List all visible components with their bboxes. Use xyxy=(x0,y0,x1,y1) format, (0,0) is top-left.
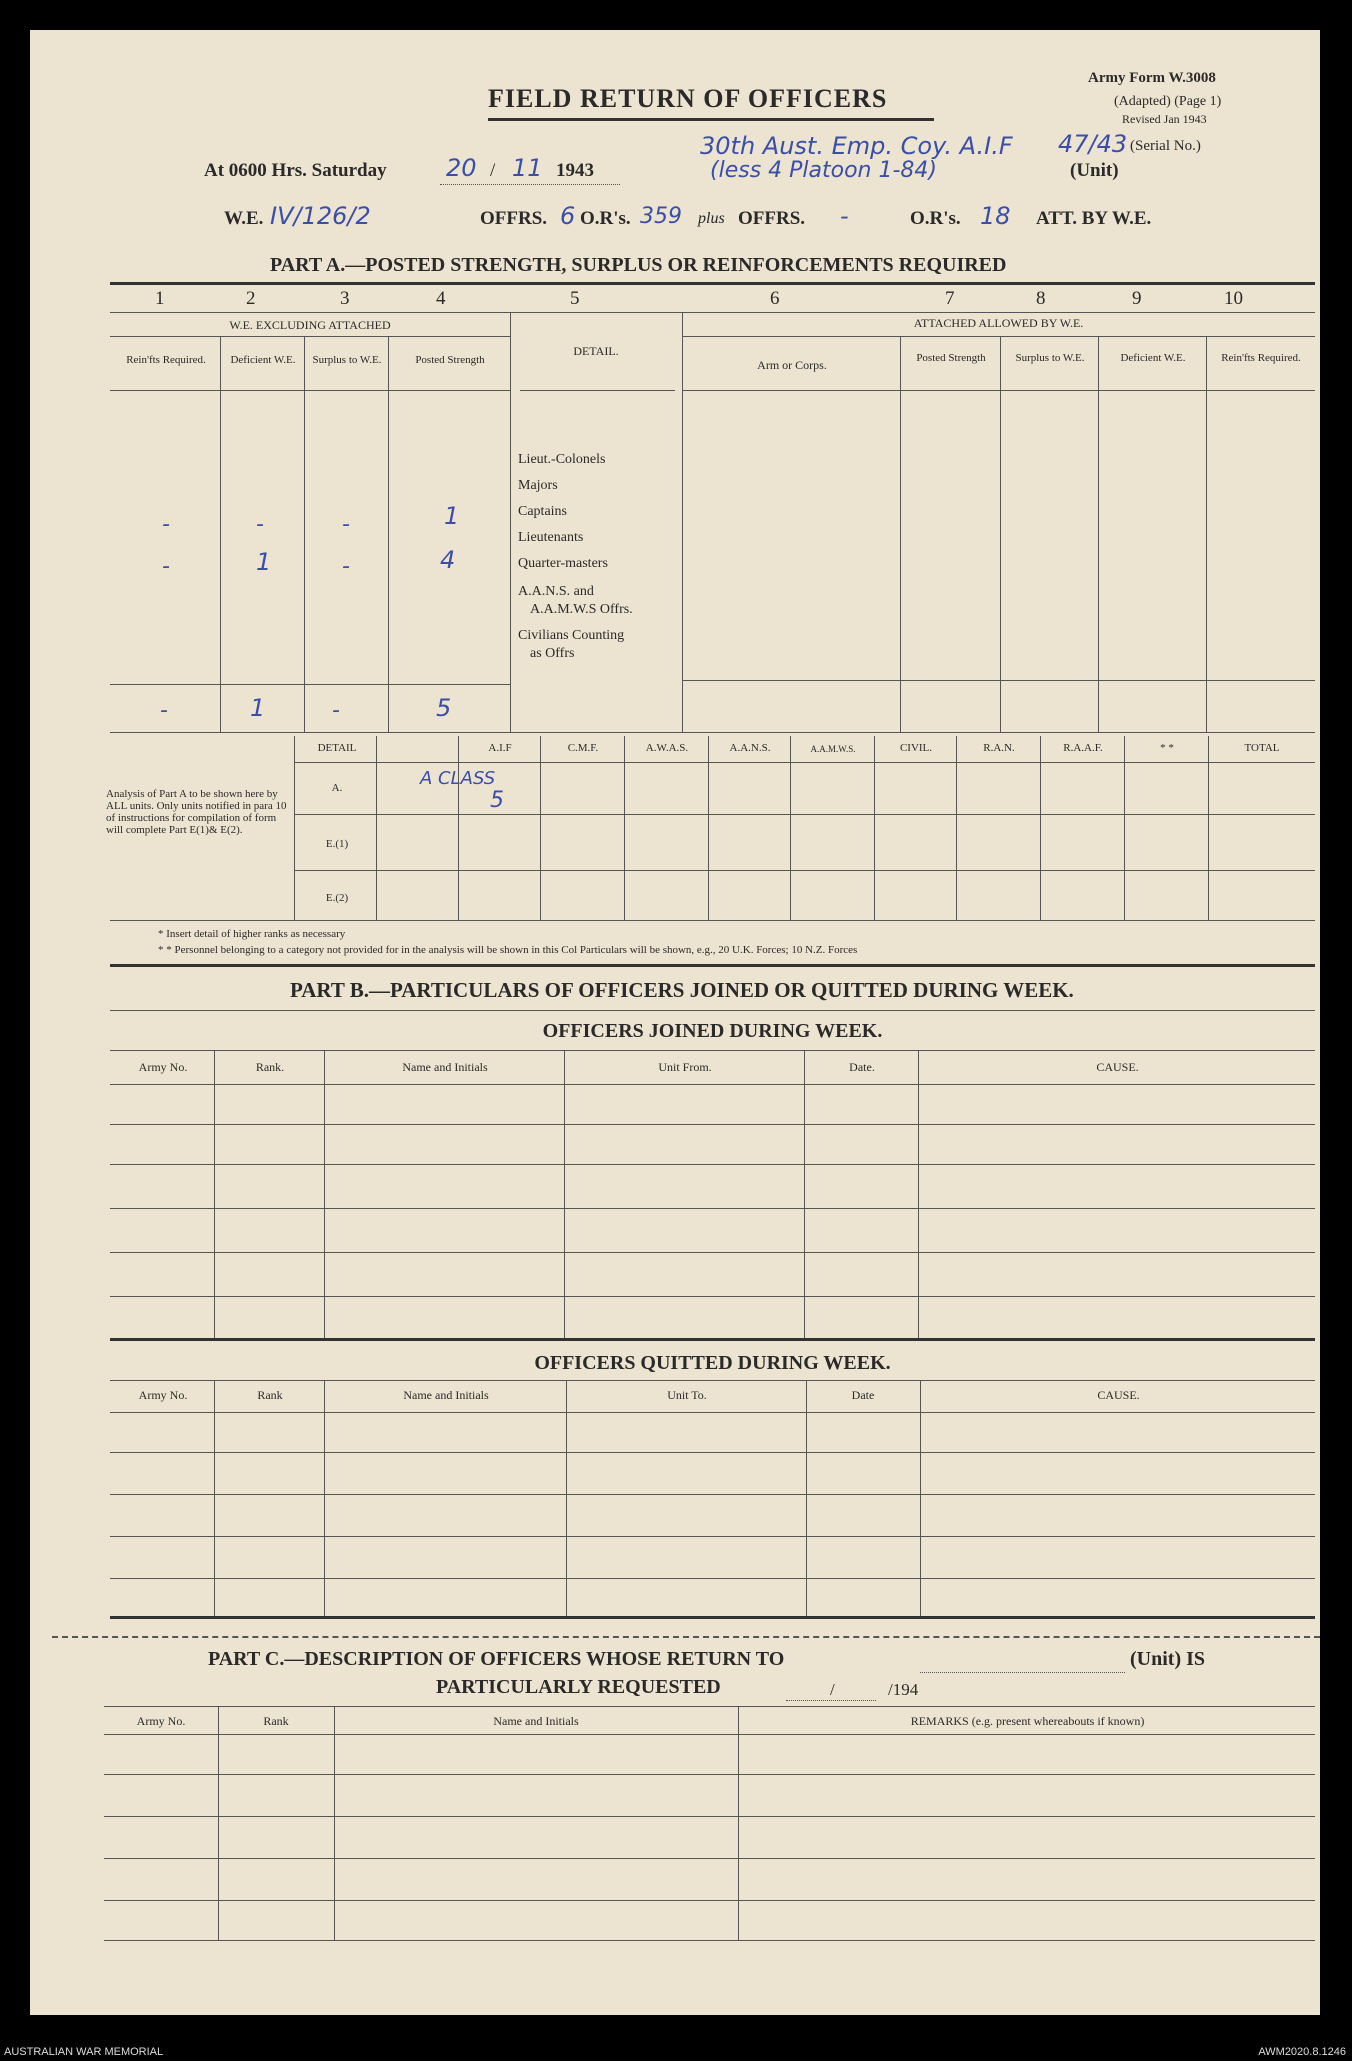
part-a-vline-6 xyxy=(900,336,901,732)
offrs-value: 6 xyxy=(560,202,576,230)
offrs-label: OFFRS. xyxy=(480,208,548,229)
analysis-vline-11 xyxy=(1208,736,1209,920)
joined-row-rule-1 xyxy=(110,1084,1315,1085)
rank-civilians: Civilians Counting xyxy=(518,628,625,643)
joined-row-rule-3 xyxy=(110,1164,1315,1165)
rank-quarter-masters: Quarter-masters xyxy=(518,556,608,571)
serial-value: 47/43 xyxy=(1058,130,1128,158)
joined-h-rank: Rank. xyxy=(255,1060,285,1074)
we-excl-rule xyxy=(110,336,510,337)
part-b-title-rule xyxy=(110,1010,1315,1011)
we-excluding-attached: W.E. EXCLUDING ATTACHED xyxy=(229,318,391,332)
analysis-a-class: A CLASS xyxy=(420,768,496,789)
part-c-line1: PART C.—DESCRIPTION OF OFFICERS WHOSE RETURN TO xyxy=(208,1648,785,1670)
analysis-vline-9 xyxy=(1040,736,1041,920)
ors2-value: 18 xyxy=(980,202,1011,230)
analysis-bottom-rule xyxy=(110,920,1315,921)
quitted-row-rule-1 xyxy=(110,1412,1315,1413)
col-number-7: 7 xyxy=(945,288,955,309)
footer-accession: AWM2020.8.1246 xyxy=(1258,2046,1346,2058)
total-surplus: - xyxy=(332,698,340,723)
date-separator-1: / xyxy=(490,160,496,181)
analysis-note: Analysis of Part A to be shown here by ALL units. Only units notified in para 10 of instructions for compilation of form will complete Part E(1)& E(2). xyxy=(106,788,287,836)
total-reinfts: - xyxy=(160,698,168,723)
quitted-h-name: Name and Initials xyxy=(403,1388,489,1402)
joined-vline-5 xyxy=(918,1050,919,1338)
rank-lieutenants: Lieutenants xyxy=(518,530,584,545)
part-a-vline-5 xyxy=(682,312,683,732)
quitted-title-rule xyxy=(110,1380,1315,1381)
analysis-row-e1: E.(1) xyxy=(325,838,349,850)
rank-majors: Majors xyxy=(518,478,558,493)
analysis-vline-3 xyxy=(540,736,541,920)
part-c-row-rule-1 xyxy=(104,1734,1315,1735)
joined-h-cause: CAUSE. xyxy=(1096,1060,1139,1074)
analysis-h-civil: CIVIL. xyxy=(899,742,933,754)
col-number-10: 10 xyxy=(1224,288,1243,309)
ors-value: 359 xyxy=(640,204,682,229)
lieutenants-surplus: - xyxy=(342,554,350,579)
part-c-h-rank: Rank xyxy=(263,1714,289,1728)
part-c-vline-1 xyxy=(218,1706,219,1940)
part-a-rule xyxy=(110,282,1315,285)
we-label: W.E. xyxy=(224,208,264,229)
part-a-vline-4 xyxy=(510,312,511,732)
at-hours-label: At 0600 Hrs. Saturday xyxy=(204,160,387,181)
subheader-rule-detail xyxy=(520,390,675,391)
analysis-vline-6 xyxy=(790,736,791,920)
quitted-h-army-no: Army No. xyxy=(138,1388,188,1402)
analysis-row-e1-rule xyxy=(294,870,1315,871)
part-c-date-dotted xyxy=(786,1700,876,1701)
date-dotted-line xyxy=(440,184,620,185)
lieutenants-posted: 4 xyxy=(440,546,456,574)
unit-label: (Unit) xyxy=(1070,160,1119,181)
joined-title: OFFICERS JOINED DURING WEEK. xyxy=(542,1020,883,1042)
quitted-h-date: Date xyxy=(851,1388,875,1402)
quitted-vline-5 xyxy=(920,1380,921,1616)
part-a-vline-1 xyxy=(220,336,221,732)
reinfts2-header: Rein'fts Required. xyxy=(1221,352,1301,364)
analysis-vline-1 xyxy=(376,736,377,920)
total-deficient: 1 xyxy=(250,694,266,722)
part-c-vline-2 xyxy=(334,1706,335,1940)
captains-reinfts: - xyxy=(162,512,170,537)
part-c-unit-dotted xyxy=(920,1672,1125,1673)
quitted-vline-2 xyxy=(324,1380,325,1616)
surplus-header: Surplus to W.E. xyxy=(312,354,382,366)
part-c-top-rule xyxy=(104,1706,1315,1707)
col-number-3: 3 xyxy=(340,288,350,309)
joined-bottom-rule xyxy=(110,1338,1315,1341)
analysis-h-ran: R.A.N. xyxy=(983,742,1015,754)
footnote-2: * * Personnel belonging to a category not provided for in the analysis will be shown in this Col Particulars will be shown, e.g., 20 U.K. Forces; 10 N.Z. Forces xyxy=(158,944,858,956)
part-c-row-rule-3 xyxy=(104,1816,1315,1817)
analysis-h-aif: A.I.F xyxy=(488,742,512,754)
part-c-bottom-rule xyxy=(104,1940,1315,1941)
detail-header: DETAIL. xyxy=(573,344,619,358)
adapted-note: (Adapted) (Page 1) xyxy=(1114,94,1222,109)
deficient2-header: Deficient W.E. xyxy=(1120,352,1186,364)
joined-vline-4 xyxy=(804,1050,805,1338)
footnote-1: * Insert detail of higher ranks as necessary xyxy=(158,928,346,940)
totals-rule-left xyxy=(110,684,510,685)
joined-title-rule xyxy=(110,1050,1315,1051)
part-a-title: PART A.—POSTED STRENGTH, SURPLUS OR REINFORCEMENTS REQUIRED xyxy=(270,254,1007,276)
lieutenants-reinfts: - xyxy=(162,554,170,579)
joined-h-date: Date. xyxy=(849,1060,875,1074)
joined-row-rule-4 xyxy=(110,1208,1315,1209)
analysis-h-aamws: A.A.M.W.S. xyxy=(810,744,856,754)
total-posted: 5 xyxy=(436,694,452,722)
part-c-year: /194 xyxy=(888,1680,919,1699)
unit-handwritten-line1: 30th Aust. Emp. Coy. A.I.F xyxy=(700,132,1013,160)
analysis-row-e2: E.(2) xyxy=(325,892,349,904)
col-number-9: 9 xyxy=(1132,288,1142,309)
quitted-vline-4 xyxy=(806,1380,807,1616)
quitted-title: OFFICERS QUITTED DURING WEEK. xyxy=(534,1352,891,1374)
lieutenants-deficient: 1 xyxy=(256,548,272,576)
offrs2-value: - xyxy=(840,202,849,230)
part-a-bottom-rule xyxy=(110,732,1315,733)
part-c-row-rule-2 xyxy=(104,1774,1315,1775)
quitted-vline-3 xyxy=(566,1380,567,1616)
part-b-title: PART B.—PARTICULARS OF OFFICERS JOINED OR QUITTED DURING WEEK. xyxy=(290,978,1074,1002)
part-c-h-remarks: REMARKS (e.g. present whereabouts if known) xyxy=(910,1714,1145,1728)
rank-aans: A.A.N.S. and xyxy=(518,584,594,599)
analysis-h-other: * * xyxy=(1160,742,1174,754)
unit-handwritten-line2: (less 4 Platoon 1-84) xyxy=(710,158,937,183)
reinfts-header: Rein'fts Required. xyxy=(126,354,206,366)
offrs2-label: OFFRS. xyxy=(738,208,806,229)
arm-corps-header: Arm or Corps. xyxy=(757,358,827,372)
quitted-row-rule-2 xyxy=(110,1452,1315,1453)
plus-label: plus xyxy=(698,210,725,227)
analysis-vline-5 xyxy=(708,736,709,920)
analysis-h-awas: A.W.A.S. xyxy=(645,742,689,754)
day-value: 20 xyxy=(446,154,477,182)
analysis-vline-0 xyxy=(294,736,295,920)
analysis-header-rule xyxy=(294,762,1315,763)
joined-vline-1 xyxy=(214,1050,215,1338)
joined-row-rule-5 xyxy=(110,1252,1315,1253)
part-c-date-sep: / xyxy=(830,1680,835,1699)
col-number-1: 1 xyxy=(155,288,165,309)
part-c-row-rule-4 xyxy=(104,1858,1315,1859)
analysis-a-aif-value: 5 xyxy=(490,788,504,813)
rank-aamws: A.A.M.W.S Offrs. xyxy=(530,602,633,617)
posted2-header: Posted Strength xyxy=(916,352,986,364)
part-c-unit-is: (Unit) IS xyxy=(1130,1648,1206,1670)
part-c-h-name: Name and Initials xyxy=(493,1714,579,1728)
attached-allowed-by-we: ATTACHED ALLOWED BY W.E. xyxy=(913,316,1084,330)
joined-vline-2 xyxy=(324,1050,325,1338)
joined-h-unit-from: Unit From. xyxy=(658,1060,712,1074)
army-form-number: Army Form W.3008 xyxy=(1088,70,1216,86)
joined-row-rule-2 xyxy=(110,1124,1315,1125)
rank-lieut-colonels: Lieut.-Colonels xyxy=(518,452,606,467)
part-a-vline-2 xyxy=(304,336,305,732)
part-a-vline-3 xyxy=(388,336,389,732)
quitted-h-unit-to: Unit To. xyxy=(667,1388,707,1402)
analysis-vline-8 xyxy=(956,736,957,920)
captains-posted: 1 xyxy=(444,502,460,530)
footer-source: AUSTRALIAN WAR MEMORIAL xyxy=(4,2046,164,2058)
att-by-we-label: ATT. BY W.E. xyxy=(1036,208,1152,229)
quitted-h-cause: CAUSE. xyxy=(1097,1388,1140,1402)
part-c-vline-3 xyxy=(738,1706,739,1940)
col-number-4: 4 xyxy=(436,288,446,309)
part-c-h-army-no: Army No. xyxy=(136,1714,186,1728)
analysis-row-a-rule xyxy=(294,814,1315,815)
col-number-8: 8 xyxy=(1036,288,1046,309)
analysis-vline-10 xyxy=(1124,736,1125,920)
analysis-vline-7 xyxy=(874,736,875,920)
analysis-h-detail: DETAIL xyxy=(317,742,357,754)
subheader-rule-left xyxy=(110,390,510,391)
joined-h-name: Name and Initials xyxy=(402,1060,488,1074)
captains-surplus: - xyxy=(342,512,350,537)
analysis-h-cmf: C.M.F. xyxy=(567,742,599,754)
subheader-rule-right xyxy=(682,390,1315,391)
analysis-vline-4 xyxy=(624,736,625,920)
quitted-row-rule-4 xyxy=(110,1536,1315,1537)
quitted-bottom-rule xyxy=(110,1616,1315,1619)
part-b-top-rule xyxy=(110,964,1315,967)
form-title: FIELD RETURN OF OFFICERS xyxy=(488,84,888,113)
quitted-row-rule-5 xyxy=(110,1578,1315,1579)
col-number-5: 5 xyxy=(570,288,580,309)
analysis-row-a: A. xyxy=(331,782,343,794)
tear-off-line xyxy=(52,1636,1320,1638)
deficient-header: Deficient W.E. xyxy=(230,354,296,366)
revised-note: Revised Jan 1943 xyxy=(1122,112,1207,126)
joined-h-army-no: Army No. xyxy=(138,1060,188,1074)
rank-captains: Captains xyxy=(518,504,567,519)
year-value: 1943 xyxy=(556,160,594,181)
rank-civilians-as-offrs: as Offrs xyxy=(530,646,575,661)
serial-label: (Serial No.) xyxy=(1130,138,1201,154)
joined-vline-3 xyxy=(564,1050,565,1338)
part-a-vline-8 xyxy=(1098,336,1099,732)
title-underline xyxy=(488,118,934,121)
posted-header: Posted Strength xyxy=(415,354,485,366)
we-value: IV/126/2 xyxy=(270,202,371,230)
quitted-h-rank: Rank xyxy=(257,1388,283,1402)
surplus2-header: Surplus to W.E. xyxy=(1015,352,1085,364)
month-value: 11 xyxy=(512,154,543,182)
joined-row-rule-6 xyxy=(110,1296,1315,1297)
analysis-h-total: TOTAL xyxy=(1244,742,1280,754)
analysis-vline-2 xyxy=(458,736,459,920)
part-a-vline-7 xyxy=(1000,336,1001,732)
analysis-h-raaf: R.A.A.F. xyxy=(1063,742,1103,754)
ors-label: O.R's. xyxy=(580,208,631,229)
col-number-6: 6 xyxy=(770,288,780,309)
att-allowed-rule xyxy=(682,336,1315,337)
analysis-h-aans: A.A.N.S. xyxy=(729,742,771,754)
captains-deficient: - xyxy=(256,512,264,537)
part-a-vline-9 xyxy=(1206,336,1207,732)
ors2-label: O.R's. xyxy=(910,208,961,229)
totals-rule-right xyxy=(682,680,1315,681)
col-number-2: 2 xyxy=(246,288,256,309)
quitted-row-rule-3 xyxy=(110,1494,1315,1495)
quitted-vline-1 xyxy=(214,1380,215,1616)
part-a-grid-top xyxy=(110,312,1315,313)
part-c-row-rule-5 xyxy=(104,1900,1315,1901)
part-c-line2: PARTICULARLY REQUESTED xyxy=(436,1676,721,1698)
